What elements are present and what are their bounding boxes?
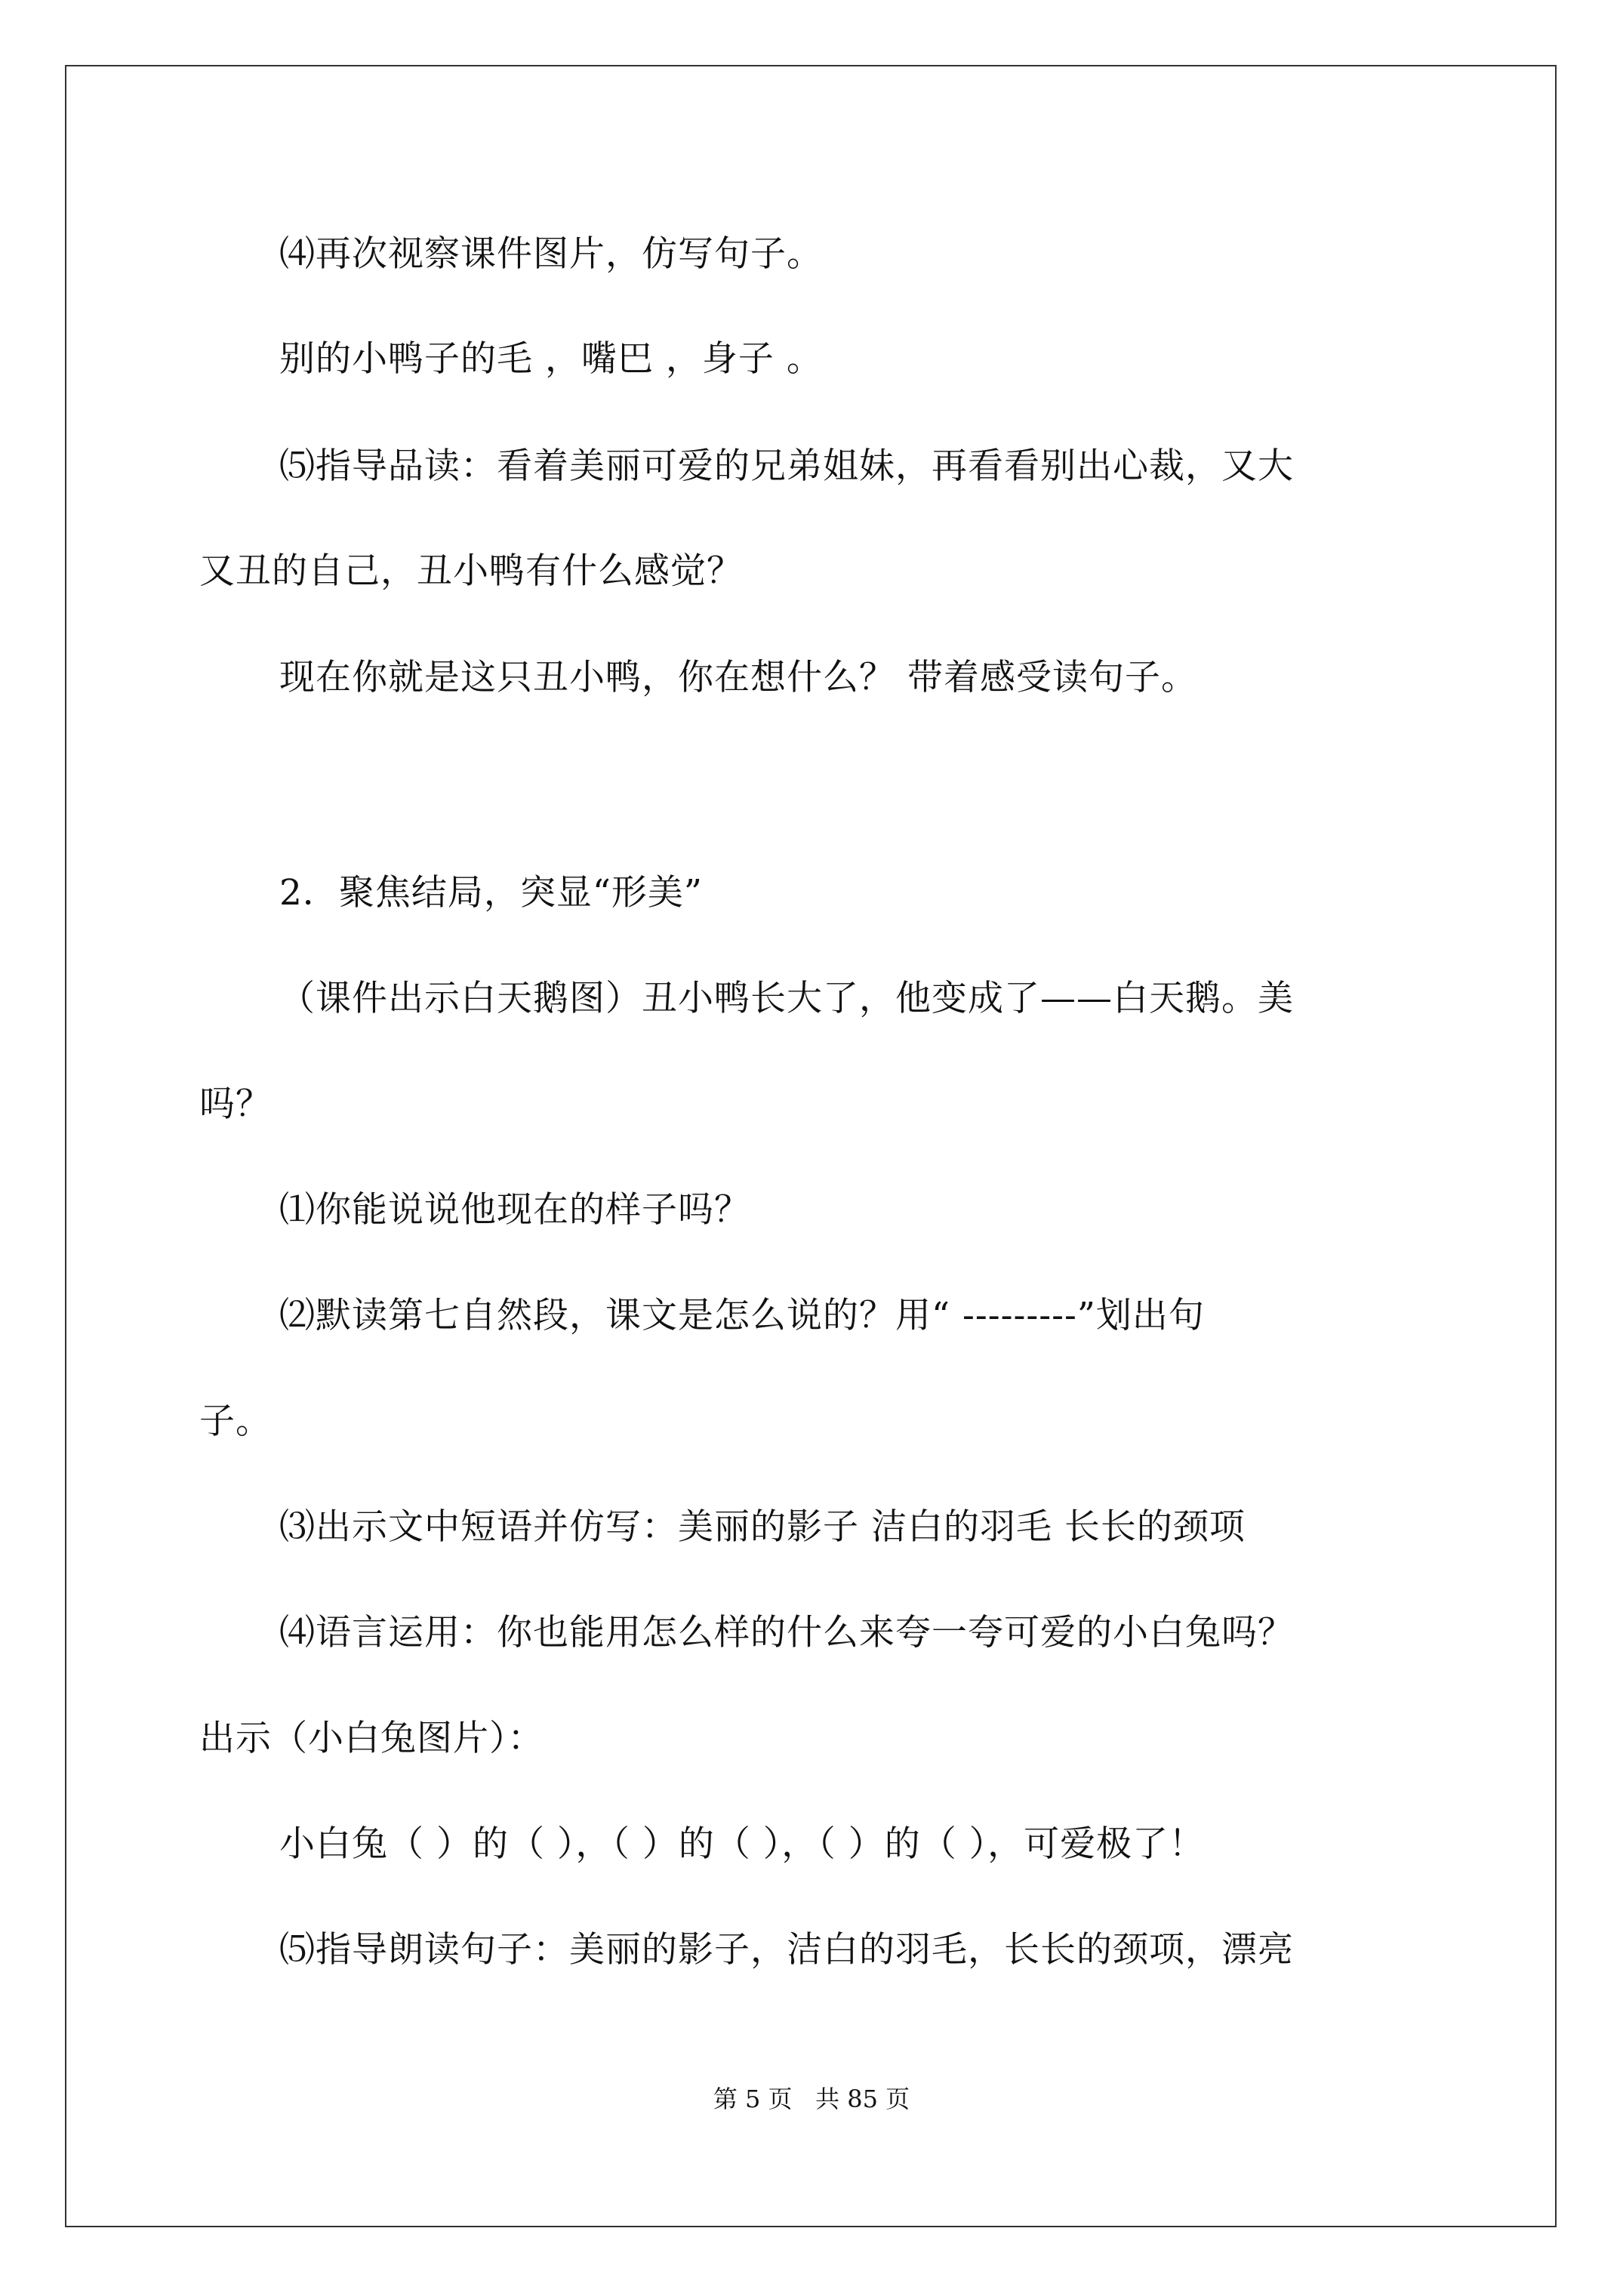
paragraph-3-line-2: 又丑的自己，丑小鸭有什么感觉？ [199, 550, 743, 592]
paragraph-11-line-1: 小白兔（ ）的（ ），（ ）的（ ），（ ）的（ ），可爱极了！ [279, 1823, 1206, 1865]
paragraph-1-line-1: ⑷再次视察课件图片，仿写句子。 [279, 233, 823, 275]
paragraph-6-line-2: 吗？ [199, 1083, 272, 1125]
paragraph-10-line-2: 出示（小白兔图片）： [199, 1718, 544, 1759]
page-number-footer: 第 5 页 共 85 页 [713, 2085, 910, 2113]
paragraph-4-line-1: 现在你就是这只丑小鸭，你在想什么？ 带着感受读句子。 [279, 657, 1197, 698]
paragraph-3-line-1: ⑸指导品读：看着美丽可爱的兄弟姐妹，再看看别出心裁，又大 [279, 445, 1294, 487]
paragraph-2-line-1: 别的小鸭子的毛 ，嘴巴 ，身子 。 [279, 338, 823, 380]
paragraph-8-line-2: 子。 [199, 1401, 272, 1442]
paragraph-7-line-1: ⑴你能说说他现在的样子吗？ [279, 1189, 750, 1231]
paragraph-6-line-1: （课件出示白天鹅图）丑小鸭长大了，他变成了——白天鹅。美 [279, 978, 1294, 1019]
page-border [65, 65, 1557, 2227]
paragraph-12-line-1: ⑸指导朗读句子：美丽的影子，洁白的羽毛，长长的颈项，漂亮 [279, 1929, 1294, 1971]
section-heading: 2．聚焦结局，突显“形美” [279, 872, 703, 914]
paragraph-10-line-1: ⑷语言运用：你也能用怎么样的什么来夸一夸可爱的小白兔吗？ [279, 1612, 1294, 1653]
paragraph-8-line-1: ⑵默读第七自然段，课文是怎么说的？用“ ---------”划出句 [279, 1295, 1205, 1336]
paragraph-9-line-1: ⑶出示文中短语并仿写：美丽的影子 洁白的羽毛 长长的颈项 [279, 1506, 1246, 1548]
